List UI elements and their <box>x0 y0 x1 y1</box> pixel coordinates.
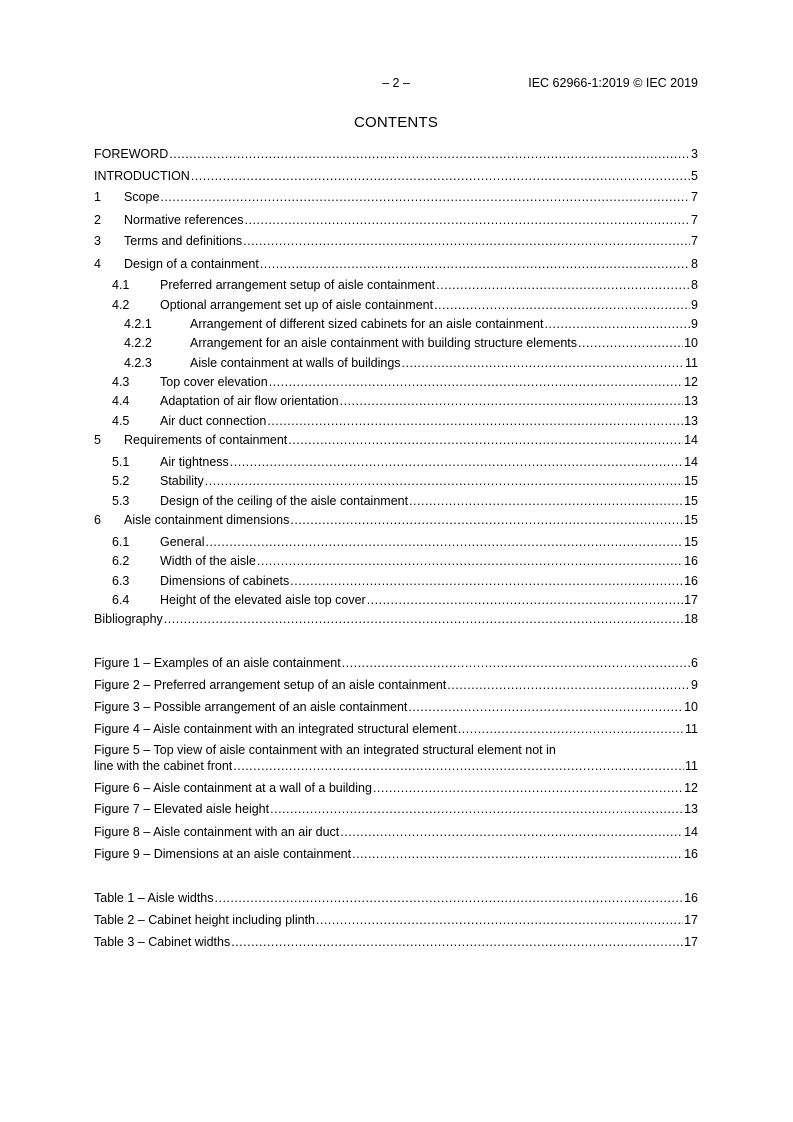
figure-entry[interactable] <box>94 699 698 715</box>
toc-entry[interactable] <box>94 493 698 509</box>
figure-entry[interactable] <box>94 677 698 693</box>
table-entry[interactable] <box>94 934 698 950</box>
figure-entry-title: Figure 1 – Examples of an aisle containment <box>94 656 341 670</box>
toc-leader-dots <box>436 277 690 293</box>
toc-entry-title: Dimensions of cabinets <box>160 574 290 588</box>
table-entry[interactable] <box>94 890 698 906</box>
toc-entry[interactable] <box>94 393 698 409</box>
figure-entry-title: Figure 7 – Elevated aisle height <box>94 802 270 816</box>
toc-entry[interactable] <box>94 534 698 550</box>
toc-entry[interactable] <box>94 297 698 313</box>
toc-entry[interactable] <box>94 212 698 228</box>
toc-entry-title: Normative references <box>124 213 244 227</box>
figure-entry[interactable] <box>94 655 698 671</box>
toc-entry-page: 9 <box>691 298 698 312</box>
toc-entry-page: 15 <box>684 535 698 549</box>
toc-leader-dots <box>578 335 683 351</box>
toc-entry-number: 6.1 <box>112 535 130 549</box>
toc-entry-page: 10 <box>684 336 698 350</box>
toc-entry-number: 4.2.2 <box>124 336 152 350</box>
contents-title: CONTENTS <box>353 114 439 131</box>
toc-entry-page: 7 <box>691 190 698 204</box>
toc-leader-dots <box>373 780 683 796</box>
table-entry-page: 16 <box>684 891 698 905</box>
toc-entry-title: Adaptation of air flow orientation <box>160 394 339 408</box>
toc-entry-page: 7 <box>691 234 698 248</box>
toc-leader-dots <box>402 355 684 371</box>
toc-entry-number: 5.2 <box>112 474 130 488</box>
toc-entry-title: Arrangement of different sized cabinets for an aisle containment <box>190 317 544 331</box>
figure-entry-title: Figure 2 – Preferred arrangement setup of an aisle containment <box>94 678 447 692</box>
toc-leader-dots <box>191 168 690 184</box>
toc-entry-number: 6.3 <box>112 574 130 588</box>
toc-entry[interactable] <box>94 473 698 489</box>
toc-entry-page: 12 <box>684 375 698 389</box>
figure-entry[interactable] <box>94 721 698 737</box>
figure-entry[interactable] <box>94 780 698 796</box>
figure-entry[interactable] <box>94 801 698 817</box>
figure-entry-title: Figure 4 – Aisle containment with an integrated structural element <box>94 722 457 736</box>
toc-leader-dots <box>447 677 690 693</box>
toc-leader-dots <box>257 553 683 569</box>
toc-entry-page: 14 <box>684 455 698 469</box>
toc-entry-page: 16 <box>684 574 698 588</box>
toc-leader-dots <box>290 573 683 589</box>
toc-leader-dots <box>245 212 691 228</box>
toc-leader-dots <box>316 912 683 928</box>
table-entry-page: 17 <box>684 935 698 949</box>
toc-entry-page: 8 <box>691 257 698 271</box>
toc-leader-dots <box>230 454 683 470</box>
toc-entry[interactable] <box>94 233 698 249</box>
toc-entry-page: 15 <box>684 494 698 508</box>
toc-entry-page: 5 <box>691 169 698 183</box>
toc-entry-number: 4.2.3 <box>124 356 152 370</box>
toc-leader-dots <box>367 592 683 608</box>
toc-entry[interactable] <box>94 553 698 569</box>
toc-entry-number: 5.1 <box>112 455 130 469</box>
toc-entry-title: Aisle containment dimensions <box>124 513 290 527</box>
toc-entry-number: 2 <box>94 213 101 227</box>
toc-entry-number: 6 <box>94 513 101 527</box>
figure-entry-page: 6 <box>691 656 698 670</box>
toc-leader-dots <box>205 534 683 550</box>
toc-entry[interactable] <box>94 512 698 528</box>
toc-leader-dots <box>342 655 690 671</box>
toc-entry-title: Design of the ceiling of the aisle containment <box>160 494 409 508</box>
toc-entry-title: Design of a containment <box>124 257 259 271</box>
figure-entry-title: Figure 3 – Possible arrangement of an aisle containment <box>94 700 408 714</box>
toc-entry-title: Requirements of containment <box>124 433 288 447</box>
toc-entry-number: 5.3 <box>112 494 130 508</box>
table-entry-title: Table 3 – Cabinet widths <box>94 935 231 949</box>
toc-leader-dots <box>231 934 683 950</box>
toc-leader-dots <box>290 512 683 528</box>
toc-entry[interactable] <box>94 432 698 448</box>
toc-entry[interactable] <box>94 573 698 589</box>
figure-entry-title: Figure 6 – Aisle containment at a wall of a building <box>94 781 372 795</box>
toc-leader-dots <box>340 393 684 409</box>
toc-entry[interactable] <box>94 374 698 390</box>
table-entry-title: Table 1 – Aisle widths <box>94 891 214 905</box>
figure-entry-page: 10 <box>684 700 698 714</box>
toc-entry[interactable] <box>94 454 698 470</box>
toc-entry-title: Optional arrangement set up of aisle containment <box>160 298 434 312</box>
toc-leader-dots <box>269 374 683 390</box>
toc-entry[interactable] <box>94 168 698 184</box>
figure-entry-page: 9 <box>691 678 698 692</box>
toc-entry-title: Aisle containment at walls of buildings <box>190 356 401 370</box>
toc-entry-page: 9 <box>691 317 698 331</box>
toc-entry-page: 17 <box>684 593 698 607</box>
toc-leader-dots <box>160 189 690 205</box>
figure-entry-page: 13 <box>684 802 698 816</box>
toc-entry[interactable] <box>94 592 698 608</box>
figure-entry-page: 16 <box>684 847 698 861</box>
toc-entry-number: 4.3 <box>112 375 130 389</box>
toc-entry-number: 4.2.1 <box>124 317 152 331</box>
toc-entry[interactable] <box>94 146 698 162</box>
toc-entry-title: Scope <box>124 190 160 204</box>
toc-leader-dots <box>434 297 690 313</box>
toc-entry-page: 3 <box>691 147 698 161</box>
toc-entry-page: 14 <box>684 433 698 447</box>
toc-entry-page: 16 <box>684 554 698 568</box>
figure-entry-title: Figure 8 – Aisle containment with an air duct <box>94 825 340 839</box>
table-entry-page: 17 <box>684 913 698 927</box>
toc-entry-number: 4.4 <box>112 394 130 408</box>
page-number: – 2 – <box>382 76 410 90</box>
figure-entry[interactable] <box>94 742 698 774</box>
toc-entry-number: 5 <box>94 433 101 447</box>
toc-leader-dots <box>215 890 684 906</box>
toc-entry[interactable] <box>94 256 698 272</box>
toc-entry[interactable] <box>94 189 698 205</box>
toc-entry-page: 8 <box>691 278 698 292</box>
figure-entry-page: 12 <box>684 781 698 795</box>
figure-entry-title-line1: Figure 5 – Top view of aisle containment with an integrated structural element not in <box>94 743 556 757</box>
table-entry[interactable] <box>94 912 698 928</box>
toc-leader-dots <box>270 801 683 817</box>
figure-entry-page: 11 <box>685 759 698 773</box>
toc-entry-title: INTRODUCTION <box>94 169 190 183</box>
toc-entry-title: Air tightness <box>160 455 229 469</box>
toc-entry-page: 18 <box>684 612 698 626</box>
figure-entry-title-line2: line with the cabinet front <box>94 759 233 773</box>
toc-entry-number: 3 <box>94 234 101 248</box>
toc-leader-dots <box>164 611 683 627</box>
page-header <box>94 76 698 92</box>
toc-entry[interactable] <box>94 355 698 371</box>
standard-reference: IEC 62966-1:2019 © IEC 2019 <box>528 76 698 90</box>
toc-entry-title: FOREWORD <box>94 147 169 161</box>
toc-entry-title: Top cover elevation <box>160 375 268 389</box>
toc-entry-page: 15 <box>684 474 698 488</box>
toc-entry-number: 4.5 <box>112 414 130 428</box>
toc-entry-page: 11 <box>685 356 698 370</box>
toc-entry-title: General <box>160 535 205 549</box>
toc-leader-dots <box>288 432 683 448</box>
toc-leader-dots <box>169 146 690 162</box>
toc-entry-title: Arrangement for an aisle containment with building structure elements <box>190 336 578 350</box>
toc-leader-dots <box>267 413 683 429</box>
toc-entry-title: Air duct connection <box>160 414 267 428</box>
toc-entry[interactable] <box>94 611 698 627</box>
toc-entry[interactable] <box>94 413 698 429</box>
toc-entry-number: 6.4 <box>112 593 130 607</box>
toc-entry-title: Width of the aisle <box>160 554 256 568</box>
figure-entry-page: 11 <box>685 722 698 736</box>
toc-entry-title: Height of the elevated aisle top cover <box>160 593 366 607</box>
toc-entry-number: 6.2 <box>112 554 130 568</box>
toc-leader-dots <box>409 493 683 509</box>
figure-entry[interactable] <box>94 824 698 840</box>
toc-leader-dots <box>408 699 683 715</box>
toc-entry-page: 13 <box>684 394 698 408</box>
toc-entry[interactable] <box>94 316 698 332</box>
toc-entry-title: Preferred arrangement setup of aisle containment <box>160 278 436 292</box>
toc-entry-title: Stability <box>160 474 204 488</box>
figure-entry-page: 14 <box>684 825 698 839</box>
toc-entry[interactable] <box>94 335 698 351</box>
toc-entry-page: 13 <box>684 414 698 428</box>
figure-entry-title: Figure 9 – Dimensions at an aisle containment <box>94 847 352 861</box>
toc-entry-page: 7 <box>691 213 698 227</box>
toc-leader-dots <box>458 721 684 737</box>
toc-entry-page: 15 <box>684 513 698 527</box>
toc-entry[interactable] <box>94 277 698 293</box>
toc-entry-number: 4.2 <box>112 298 130 312</box>
toc-leader-dots <box>205 473 683 489</box>
toc-entry-title: Bibliography <box>94 612 163 626</box>
toc-entry-title: Terms and definitions <box>124 234 243 248</box>
toc-entry-number: 4 <box>94 257 101 271</box>
toc-entry-number: 1 <box>94 190 101 204</box>
toc-leader-dots <box>260 256 690 272</box>
toc-leader-dots <box>340 824 683 840</box>
toc-leader-dots <box>243 233 690 249</box>
toc-leader-dots <box>352 846 683 862</box>
toc-leader-dots <box>233 758 684 774</box>
table-entry-title: Table 2 – Cabinet height including plinth <box>94 913 315 927</box>
figure-entry[interactable] <box>94 846 698 862</box>
toc-leader-dots <box>544 316 690 332</box>
toc-entry-number: 4.1 <box>112 278 130 292</box>
